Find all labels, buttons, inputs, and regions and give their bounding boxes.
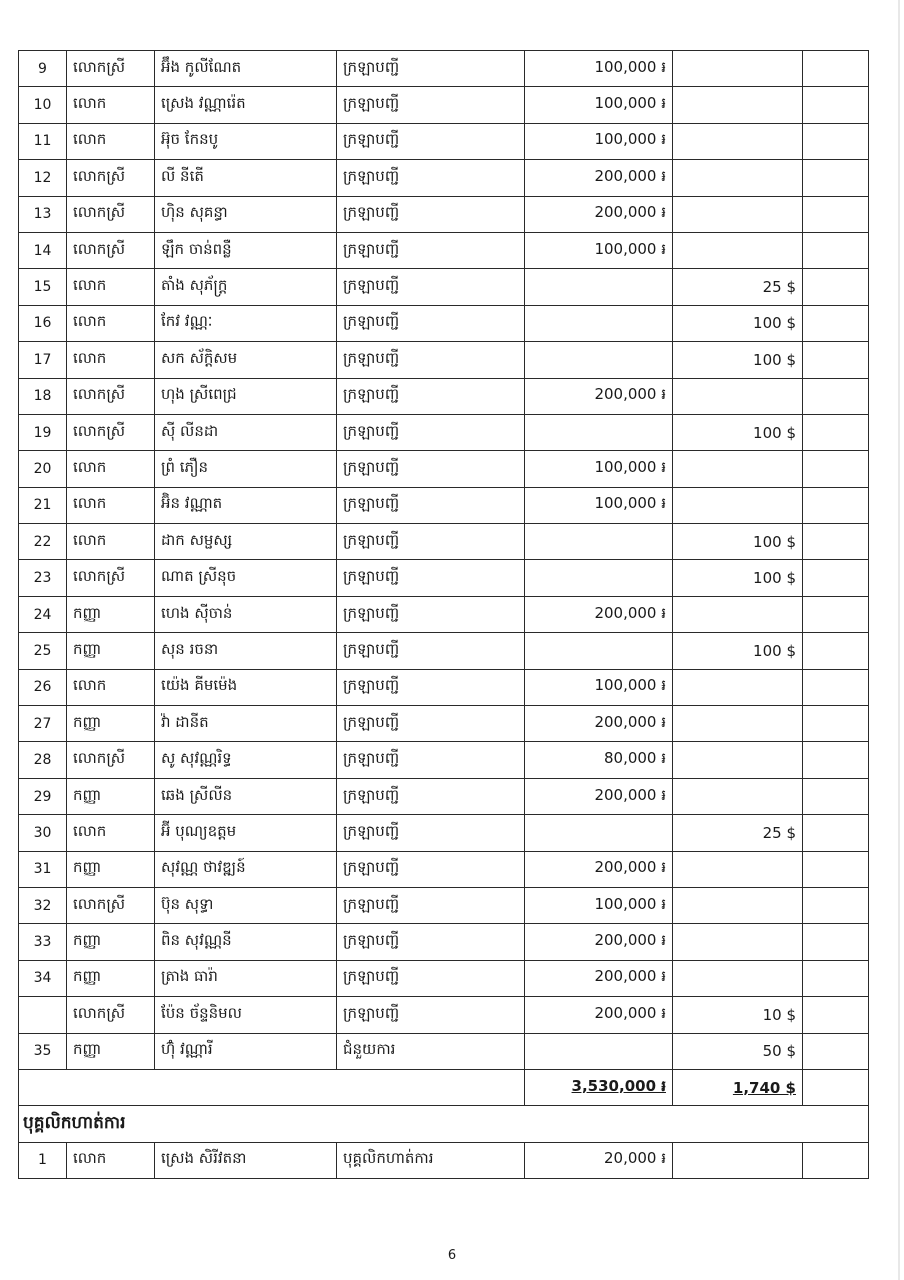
amount-usd xyxy=(673,232,803,268)
amount-riel: 200,000 ៛ xyxy=(525,196,673,232)
honorific: លោក xyxy=(67,451,155,487)
table-row xyxy=(19,960,869,996)
person-name: យ៉េង គីមម៉េង xyxy=(155,669,337,705)
row-number: 34 xyxy=(19,960,67,996)
role: ក្រឡាបញ្ជី xyxy=(337,51,525,87)
person-name: ឆេង ស្រីលីន xyxy=(155,778,337,814)
role: ក្រឡាបញ្ជី xyxy=(337,451,525,487)
amount-usd xyxy=(673,378,803,414)
person-name: លី នីតើ xyxy=(155,160,337,196)
honorific: លោក xyxy=(67,1142,155,1178)
table-row xyxy=(19,305,869,341)
amount-usd xyxy=(673,960,803,996)
honorific: លោក xyxy=(67,342,155,378)
totals-row xyxy=(19,1069,869,1105)
row-number: 18 xyxy=(19,378,67,414)
honorific: កញ្ញា xyxy=(67,924,155,960)
total-riel xyxy=(525,1069,673,1105)
amount-riel xyxy=(525,414,673,450)
role: ក្រឡាបញ្ជី xyxy=(337,196,525,232)
notes-cell xyxy=(803,87,869,123)
honorific: កញ្ញា xyxy=(67,851,155,887)
role: ក្រឡាបញ្ជី xyxy=(337,414,525,450)
honorific: លោក xyxy=(67,87,155,123)
row-number: 13 xyxy=(19,196,67,232)
notes-cell xyxy=(803,378,869,414)
amount-riel: 100,000 ៛ xyxy=(525,51,673,87)
role: ក្រឡាបញ្ជី xyxy=(337,887,525,923)
amount-usd xyxy=(673,196,803,232)
notes-cell xyxy=(803,887,869,923)
role: ក្រឡាបញ្ជី xyxy=(337,633,525,669)
honorific: លោកស្រី xyxy=(67,742,155,778)
amount-usd: 100 $ xyxy=(673,524,803,560)
table-row xyxy=(19,560,869,596)
role: ក្រឡាបញ្ជី xyxy=(337,269,525,305)
row-number: 33 xyxy=(19,924,67,960)
row-number: 31 xyxy=(19,851,67,887)
person-name: ណាត ស្រីនុច xyxy=(155,560,337,596)
notes-cell xyxy=(803,414,869,450)
person-name: អ៊ី បុណ្យឧត្តម xyxy=(155,815,337,851)
amount-riel: 200,000 ៛ xyxy=(525,378,673,414)
notes-cell xyxy=(803,706,869,742)
row-number: 35 xyxy=(19,1033,67,1069)
role: ក្រឡាបញ្ជី xyxy=(337,997,525,1033)
person-name: ព្រំ ភឿន xyxy=(155,451,337,487)
totals-label-cell xyxy=(19,1069,525,1105)
table-row xyxy=(19,742,869,778)
table-row xyxy=(19,196,869,232)
total-usd xyxy=(673,1069,803,1105)
amount-usd: 25 $ xyxy=(673,815,803,851)
row-number: 29 xyxy=(19,778,67,814)
row-number: 27 xyxy=(19,706,67,742)
role: ក្រឡាបញ្ជី xyxy=(337,851,525,887)
notes-cell xyxy=(803,778,869,814)
amount-usd xyxy=(673,487,803,523)
table-row xyxy=(19,997,869,1033)
person-name: ស្រេង វណ្ណារ៉េត xyxy=(155,87,337,123)
table-row xyxy=(19,524,869,560)
amount-usd xyxy=(673,87,803,123)
notes-cell xyxy=(803,742,869,778)
notes-cell xyxy=(803,123,869,159)
row-number: 16 xyxy=(19,305,67,341)
notes-cell xyxy=(803,269,869,305)
honorific: កញ្ញា xyxy=(67,960,155,996)
notes-cell xyxy=(803,1033,869,1069)
role: ក្រឡាបញ្ជី xyxy=(337,305,525,341)
honorific: លោកស្រី xyxy=(67,160,155,196)
role: ក្រឡាបញ្ជី xyxy=(337,924,525,960)
table-row xyxy=(19,778,869,814)
amount-usd xyxy=(673,51,803,87)
row-number: 28 xyxy=(19,742,67,778)
role: ក្រឡាបញ្ជី xyxy=(337,669,525,705)
role: ក្រឡាបញ្ជី xyxy=(337,960,525,996)
amount-usd xyxy=(673,887,803,923)
amount-riel xyxy=(525,269,673,305)
notes-cell xyxy=(803,524,869,560)
table-row xyxy=(19,596,869,632)
notes-cell xyxy=(803,451,869,487)
person-name: សុន រចនា xyxy=(155,633,337,669)
amount-usd: 100 $ xyxy=(673,633,803,669)
honorific: លោក xyxy=(67,487,155,523)
person-name: ត្រាង ធារ៉ា xyxy=(155,960,337,996)
notes-cell xyxy=(803,342,869,378)
table-row xyxy=(19,1142,869,1178)
honorific: លោក xyxy=(67,815,155,851)
amount-usd xyxy=(673,123,803,159)
notes-cell xyxy=(803,1142,869,1178)
row-number: 10 xyxy=(19,87,67,123)
honorific: កញ្ញា xyxy=(67,778,155,814)
table-row xyxy=(19,51,869,87)
person-name: ដាក សម្ផស្ស xyxy=(155,524,337,560)
role: បុគ្គលិកហាត់ការ xyxy=(337,1142,525,1178)
honorific: លោក xyxy=(67,123,155,159)
role: ក្រឡាបញ្ជី xyxy=(337,815,525,851)
amount-usd xyxy=(673,669,803,705)
amount-riel: 100,000 ៛ xyxy=(525,487,673,523)
notes-cell xyxy=(803,669,869,705)
amount-riel: 100,000 ៛ xyxy=(525,232,673,268)
amount-riel: 80,000 ៛ xyxy=(525,742,673,778)
person-name: តាំង សុភ័ក្ត្រ xyxy=(155,269,337,305)
amount-usd xyxy=(673,778,803,814)
amount-riel xyxy=(525,815,673,851)
amount-usd xyxy=(673,160,803,196)
row-number: 17 xyxy=(19,342,67,378)
role: ក្រឡាបញ្ជី xyxy=(337,706,525,742)
role: ក្រឡាបញ្ជី xyxy=(337,342,525,378)
section-title: បុគ្គលិកហាត់ការ xyxy=(19,1106,869,1142)
amount-riel: 100,000 ៛ xyxy=(525,451,673,487)
amount-usd xyxy=(673,596,803,632)
table-row xyxy=(19,414,869,450)
row-number: 32 xyxy=(19,887,67,923)
role: ក្រឡាបញ្ជី xyxy=(337,524,525,560)
table-row xyxy=(19,378,869,414)
row-number: 23 xyxy=(19,560,67,596)
honorific: កញ្ញា xyxy=(67,706,155,742)
person-name: សូ សុវណ្ណរិទ្ធ xyxy=(155,742,337,778)
amount-riel: 200,000 ៛ xyxy=(525,997,673,1033)
row-number: 24 xyxy=(19,596,67,632)
person-name: សុវណ្ណ ថាវឌ្ឍន៍ xyxy=(155,851,337,887)
table-row xyxy=(19,706,869,742)
table-row xyxy=(19,851,869,887)
table-row xyxy=(19,924,869,960)
table-row xyxy=(19,1033,869,1069)
person-name: ពិន សុវណ្ណនី xyxy=(155,924,337,960)
person-name: ប៊ុន សុទ្ធា xyxy=(155,887,337,923)
role: ក្រឡាបញ្ជី xyxy=(337,123,525,159)
notes-cell xyxy=(803,487,869,523)
role: ក្រឡាបញ្ជី xyxy=(337,160,525,196)
notes-cell xyxy=(803,196,869,232)
person-name: កែវ វណ្ណៈ xyxy=(155,305,337,341)
table-row xyxy=(19,451,869,487)
row-number: 9 xyxy=(19,51,67,87)
person-name: ហេង ស៊ីចាន់ xyxy=(155,596,337,632)
person-name: អ៊ឹង កូលីណែត xyxy=(155,51,337,87)
honorific: លោក xyxy=(67,305,155,341)
row-number: 25 xyxy=(19,633,67,669)
notes-cell xyxy=(803,232,869,268)
amount-riel xyxy=(525,633,673,669)
amount-riel: 100,000 ៛ xyxy=(525,669,673,705)
notes-cell xyxy=(803,596,869,632)
honorific: លោកស្រី xyxy=(67,232,155,268)
role: ក្រឡាបញ្ជី xyxy=(337,778,525,814)
notes-cell xyxy=(803,633,869,669)
person-name: ហ៊ិន សុគន្ធា xyxy=(155,196,337,232)
row-number: 21 xyxy=(19,487,67,523)
table-row xyxy=(19,87,869,123)
amount-riel: 100,000 ៛ xyxy=(525,123,673,159)
honorific: លោកស្រី xyxy=(67,560,155,596)
amount-usd xyxy=(673,742,803,778)
amount-riel xyxy=(525,342,673,378)
notes-cell xyxy=(803,924,869,960)
amount-riel: 200,000 ៛ xyxy=(525,160,673,196)
amount-usd xyxy=(673,1142,803,1178)
table-row xyxy=(19,669,869,705)
total-riel-value: 3,530,000 ៛ xyxy=(571,1076,666,1095)
total-usd-value: 1,740 $ xyxy=(732,1078,796,1097)
notes-cell xyxy=(803,305,869,341)
row-number: 19 xyxy=(19,414,67,450)
person-name: អ៊ិន វណ្ណាត xyxy=(155,487,337,523)
row-number: 12 xyxy=(19,160,67,196)
honorific: លោក xyxy=(67,269,155,305)
amount-usd xyxy=(673,451,803,487)
row-number xyxy=(19,997,67,1033)
honorific: លោកស្រី xyxy=(67,51,155,87)
notes-cell xyxy=(803,851,869,887)
person-name: ប៉ែន ច័ន្ទនិមល xyxy=(155,997,337,1033)
honorific: កញ្ញា xyxy=(67,633,155,669)
role: ក្រឡាបញ្ជី xyxy=(337,487,525,523)
person-name: ស៊ី លីនដា xyxy=(155,414,337,450)
person-name: ឡឹក ចាន់ពន្លឺ xyxy=(155,232,337,268)
notes-cell xyxy=(803,1069,869,1105)
page-number: 6 xyxy=(447,1248,457,1263)
honorific: លោកស្រី xyxy=(67,378,155,414)
table-row xyxy=(19,342,869,378)
amount-usd: 10 $ xyxy=(673,997,803,1033)
table-row xyxy=(19,887,869,923)
notes-cell xyxy=(803,560,869,596)
amount-riel: 200,000 ៛ xyxy=(525,596,673,632)
amount-usd: 100 $ xyxy=(673,414,803,450)
amount-riel: 100,000 ៛ xyxy=(525,887,673,923)
role: ក្រឡាបញ្ជី xyxy=(337,742,525,778)
table-row xyxy=(19,160,869,196)
amount-usd xyxy=(673,706,803,742)
row-number: 14 xyxy=(19,232,67,268)
honorific: កញ្ញា xyxy=(67,1033,155,1069)
row-number: 22 xyxy=(19,524,67,560)
person-name: វ៉ា ដានីត xyxy=(155,706,337,742)
amount-riel: 200,000 ៛ xyxy=(525,924,673,960)
role: ក្រឡាបញ្ជី xyxy=(337,232,525,268)
amount-usd: 50 $ xyxy=(673,1033,803,1069)
donor-table-container xyxy=(18,50,868,1179)
amount-usd: 25 $ xyxy=(673,269,803,305)
amount-riel: 200,000 ៛ xyxy=(525,778,673,814)
row-number: 1 xyxy=(19,1142,67,1178)
row-number: 26 xyxy=(19,669,67,705)
notes-cell xyxy=(803,815,869,851)
section-header-row xyxy=(19,1106,869,1142)
person-name: សក ស័ក្តិសម xyxy=(155,342,337,378)
role: ក្រឡាបញ្ជី xyxy=(337,87,525,123)
role: ជំនួយការ xyxy=(337,1033,525,1069)
person-name: ហ៊ុំ វណ្ណារី xyxy=(155,1033,337,1069)
amount-riel: 100,000 ៛ xyxy=(525,87,673,123)
notes-cell xyxy=(803,51,869,87)
notes-cell xyxy=(803,160,869,196)
amount-usd: 100 $ xyxy=(673,305,803,341)
person-name: ហុង ស្រីពេជ្រ xyxy=(155,378,337,414)
amount-riel xyxy=(525,305,673,341)
role: ក្រឡាបញ្ជី xyxy=(337,560,525,596)
row-number: 15 xyxy=(19,269,67,305)
role: ក្រឡាបញ្ជី xyxy=(337,596,525,632)
role: ក្រឡាបញ្ជី xyxy=(337,378,525,414)
table-row xyxy=(19,123,869,159)
person-name: ស្រេង សិរីវតនា xyxy=(155,1142,337,1178)
amount-riel: 200,000 ៛ xyxy=(525,851,673,887)
table-row xyxy=(19,232,869,268)
amount-usd: 100 $ xyxy=(673,560,803,596)
honorific: លោកស្រី xyxy=(67,997,155,1033)
amount-riel xyxy=(525,1033,673,1069)
table-row xyxy=(19,487,869,523)
honorific: លោកស្រី xyxy=(67,414,155,450)
amount-riel: 200,000 ៛ xyxy=(525,960,673,996)
honorific: លោក xyxy=(67,524,155,560)
table-row xyxy=(19,633,869,669)
honorific: កញ្ញា xyxy=(67,596,155,632)
amount-riel: 200,000 ៛ xyxy=(525,706,673,742)
amount-usd xyxy=(673,851,803,887)
amount-riel xyxy=(525,560,673,596)
honorific: លោកស្រី xyxy=(67,196,155,232)
honorific: លោក xyxy=(67,669,155,705)
row-number: 20 xyxy=(19,451,67,487)
notes-cell xyxy=(803,960,869,996)
row-number: 30 xyxy=(19,815,67,851)
row-number: 11 xyxy=(19,123,67,159)
amount-usd xyxy=(673,924,803,960)
page-edge-shadow xyxy=(898,0,900,1280)
honorific: លោកស្រី xyxy=(67,887,155,923)
table-row xyxy=(19,269,869,305)
donor-table xyxy=(18,50,869,1179)
table-row xyxy=(19,815,869,851)
amount-usd: 100 $ xyxy=(673,342,803,378)
person-name: អ៊ុច កែនបូ xyxy=(155,123,337,159)
amount-riel: 20,000 ៛ xyxy=(525,1142,673,1178)
amount-riel xyxy=(525,524,673,560)
notes-cell xyxy=(803,997,869,1033)
